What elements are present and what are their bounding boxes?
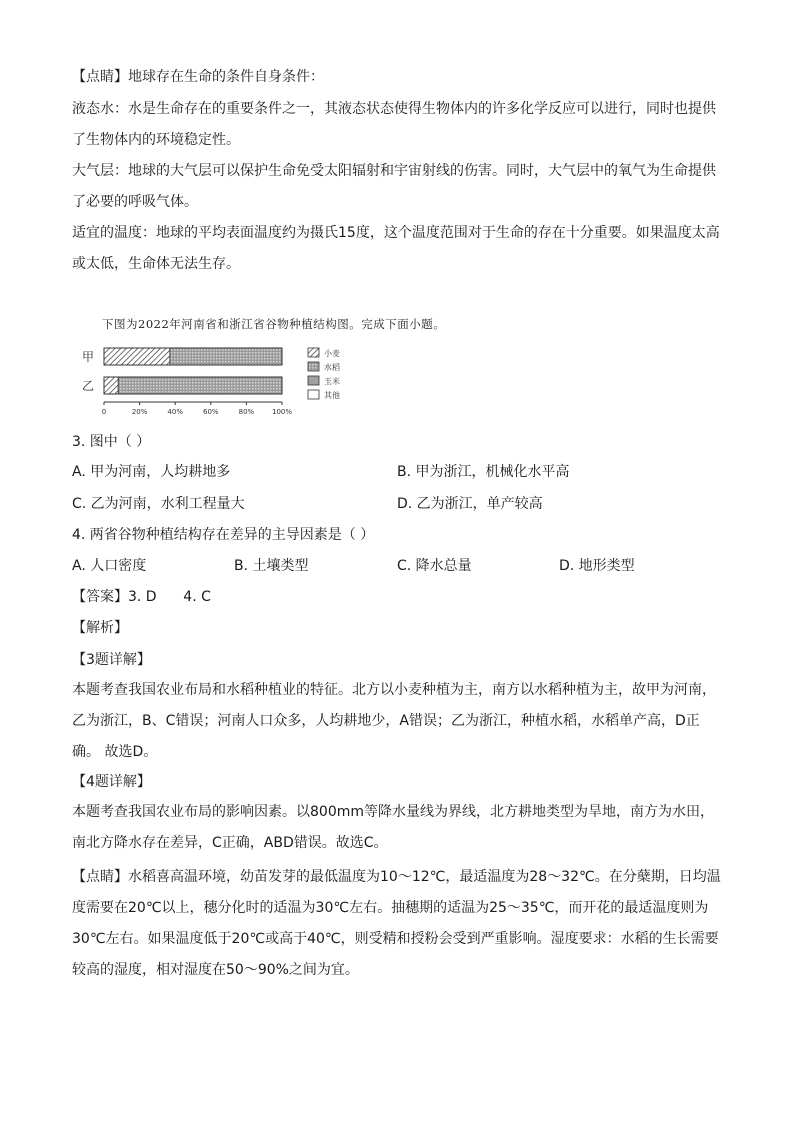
detail3-body: 本题考查我国农业布局和水稻种植业的特征。北方以小麦种植为主，南方以水稻种植为主，故甲为河南，乙为浙江，B、C错误；河南人口众多，人均耕地少，A错误；乙为浙江，种植水稻，水稻单产高，D正确。 故选D。: [72, 682, 716, 760]
tip1-water: 液态水：水是生命存在的重要条件之一，其液态状态使得生物体内的许多化学反应可以进行，同时也提供了生物体内的环境稳定性。: [72, 101, 716, 148]
legend-label: 水稻: [324, 363, 340, 372]
tip1-heading: 【点睛】地球存在生命的条件自身条件：: [72, 69, 324, 85]
q4-option-d: D. 地形类型: [559, 558, 635, 574]
detail4-heading: 【4题详解】: [72, 774, 151, 790]
legend-swatch: [308, 362, 319, 371]
category-label: 乙: [82, 379, 95, 393]
q4-option-b: B. 土壤类型: [234, 558, 309, 574]
q4-option-c: C. 降水总量: [397, 558, 472, 574]
legend-label: 玉米: [324, 377, 340, 386]
tip2-label: 【点睛】: [72, 869, 128, 885]
x-tick-label: 0: [101, 408, 107, 416]
q3-stem: 3. 图中（ ）: [72, 434, 151, 450]
legend-swatch: [308, 348, 319, 357]
tip2-body: 水稻喜高温环境，幼苗发芽的最低温度为10～12℃，最适温度为28～32℃。在分蘖期，日均温度需要在20℃以上，穗分化时的适温为30℃左右。抽穗期的适温为25～35℃，而开花的最适温度则为30℃左右。如果温度低于20℃或高于40℃，则受精和授粉会受到严重影响。湿度要求：水稻的生长需要较高的湿度，相对湿度在50～90%之间为宜。: [72, 869, 721, 978]
legend-label: 小麦: [324, 349, 340, 358]
tip1-atmosphere: 大气层：地球的大气层可以保护生命免受太阳辐射和宇宙射线的伤害。同时，大气层中的氧气为生命提供了必要的呼吸气体。: [72, 163, 716, 210]
tip2-paragraph: [72, 862, 722, 986]
q4-option-a: A. 人口密度: [72, 558, 147, 574]
answer-label: 【答案】: [72, 589, 128, 605]
detail3-heading: 【3题详解】: [72, 652, 151, 668]
tip1-temperature: 适宜的温度：地球的平均表面温度约为摄氏15度，这个温度范围对于生命的存在十分重要。如果温度太高或太低，生命体无法生存。: [72, 225, 720, 272]
bar-segment: [170, 348, 282, 365]
bar-segment: [104, 348, 170, 365]
legend-label: 其他: [324, 391, 340, 400]
q4-stem: 4. 两省谷物种植结构存在差异的主导因素是（ ）: [72, 527, 375, 543]
q3-option-c: C. 乙为河南，水利工程量大: [72, 496, 245, 512]
question-stem: 下图为2022年河南省和浙江省谷物种植结构图。完成下面小题。: [102, 317, 446, 331]
q3-option-d: D. 乙为浙江，单产较高: [397, 496, 543, 512]
legend-swatch: [308, 376, 319, 385]
answer-value: 3. D 4. C: [128, 589, 211, 605]
x-tick-label: 100%: [271, 408, 293, 416]
legend-swatch: [308, 390, 319, 399]
bar-segment: [118, 377, 282, 394]
bar-segment: [104, 377, 118, 394]
analysis-label: 【解析】: [72, 620, 128, 636]
x-tick-label: 40%: [167, 408, 183, 416]
category-label: 甲: [82, 350, 95, 364]
x-tick-label: 60%: [203, 408, 219, 416]
detail4-body: 本题考查我国农业布局的影响因素。以800mm等降水量线为界线，北方耕地类型为旱地，南方为水田，南北方降水存在差异，C正确，ABD错误。故选C。: [72, 804, 714, 851]
q3-option-a: A. 甲为河南，人均耕地多: [72, 464, 231, 480]
x-tick-label: 20%: [131, 408, 148, 416]
q3-option-b: B. 甲为浙江，机械化水平高: [397, 464, 570, 480]
answer-line: [72, 587, 211, 607]
grain-structure-chart: [72, 340, 372, 418]
x-tick-label: 80%: [238, 408, 255, 416]
